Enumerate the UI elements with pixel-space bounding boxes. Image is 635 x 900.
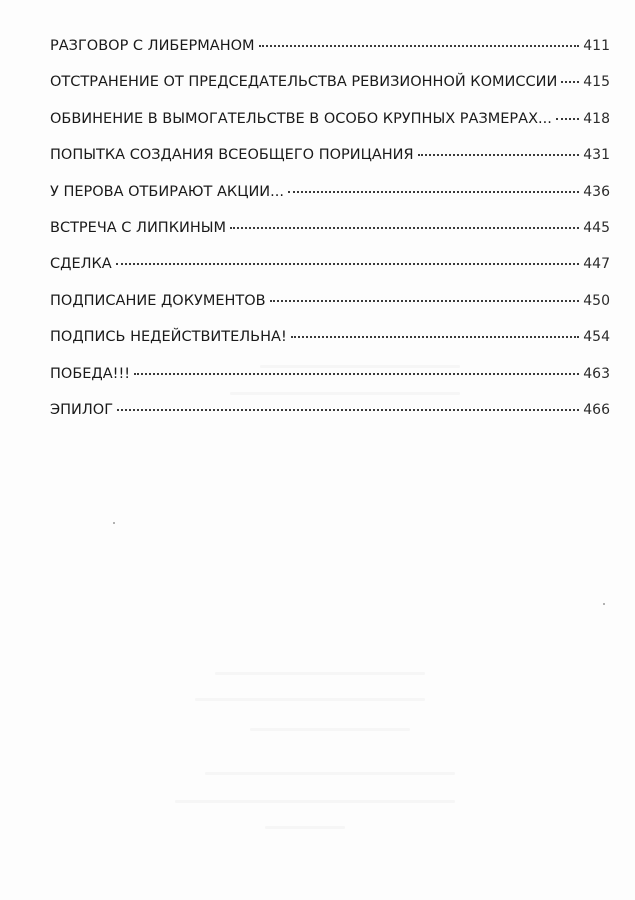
toc-entry-page: 463 (583, 365, 610, 382)
bleed-through-mark (195, 698, 425, 701)
toc-entry-title: РАЗГОВОР С ЛИБЕРМАНОМ (50, 38, 255, 54)
toc-entry-title: У ПЕРОВА ОТБИРАЮТ АКЦИИ... (50, 183, 284, 200)
bleed-through-mark (265, 826, 345, 829)
scan-speck (113, 522, 115, 524)
toc-entry-title: ПОБЕДА!!! (50, 365, 131, 382)
toc-entry-title: ЭПИЛОГ (50, 401, 114, 418)
toc-entry-title: ПОПЫТКА СОЗДАНИЯ ВСЕОБЩЕГО ПОРИЦАНИЯ (50, 147, 414, 164)
toc-entry-page: 445 (583, 219, 610, 236)
scan-speck (603, 603, 605, 605)
dot-leader (270, 300, 580, 302)
dot-leader (561, 81, 579, 83)
toc-entry-title: СДЕЛКА (50, 256, 112, 273)
toc-entry-page: 466 (583, 401, 610, 418)
toc-entry-page: 411 (583, 38, 610, 54)
toc-entry-page: 447 (583, 256, 610, 273)
toc-entry[interactable] (50, 220, 610, 256)
toc-entry[interactable] (50, 38, 610, 74)
toc-entry-title: ОБВИНЕНИЕ В ВЫМОГАТЕЛЬСТВЕ В ОСОБО КРУПНЫХ РАЗМЕРАХ... (50, 110, 552, 127)
toc-entry[interactable] (50, 111, 610, 147)
toc-entry-title: ВСТРЕЧА С ЛИПКИНЫМ (50, 219, 227, 236)
toc-entry-title: ПОДПИСЬ НЕДЕЙСТВИТЕЛЬНА! (50, 329, 287, 346)
dot-leader (291, 336, 580, 338)
toc-entry[interactable] (50, 402, 610, 438)
dot-leader (134, 373, 579, 375)
bleed-through-mark (250, 728, 410, 731)
toc-entry[interactable] (50, 329, 610, 365)
toc-entry[interactable] (50, 184, 610, 220)
table-of-contents (50, 38, 610, 438)
dot-leader (116, 263, 580, 265)
toc-entry[interactable] (50, 147, 610, 183)
toc-entry[interactable] (50, 366, 610, 402)
bleed-through-mark (175, 800, 455, 803)
toc-entry-page: 450 (583, 292, 610, 309)
bleed-through-mark (215, 672, 425, 675)
dot-leader (418, 154, 580, 156)
toc-entry[interactable] (50, 293, 610, 329)
dot-leader (230, 227, 579, 229)
toc-entry[interactable] (50, 256, 610, 292)
dot-leader (259, 45, 580, 47)
toc-entry[interactable] (50, 74, 610, 110)
toc-entry-page: 436 (583, 183, 610, 200)
toc-entry-title: ПОДПИСАНИЕ ДОКУМЕНТОВ (50, 292, 266, 309)
bleed-through-mark (205, 772, 455, 775)
toc-entry-page: 415 (583, 74, 610, 91)
toc-entry-title: ОТСТРАНЕНИЕ ОТ ПРЕДСЕДАТЕЛЬСТВА РЕВИЗИОННОЙ КОМИССИИ (50, 74, 558, 91)
dot-leader (556, 118, 579, 120)
toc-entry-page: 418 (583, 110, 610, 127)
toc-entry-page: 454 (583, 329, 610, 346)
toc-entry-page: 431 (583, 147, 610, 164)
dot-leader (288, 191, 579, 193)
dot-leader (117, 409, 579, 411)
